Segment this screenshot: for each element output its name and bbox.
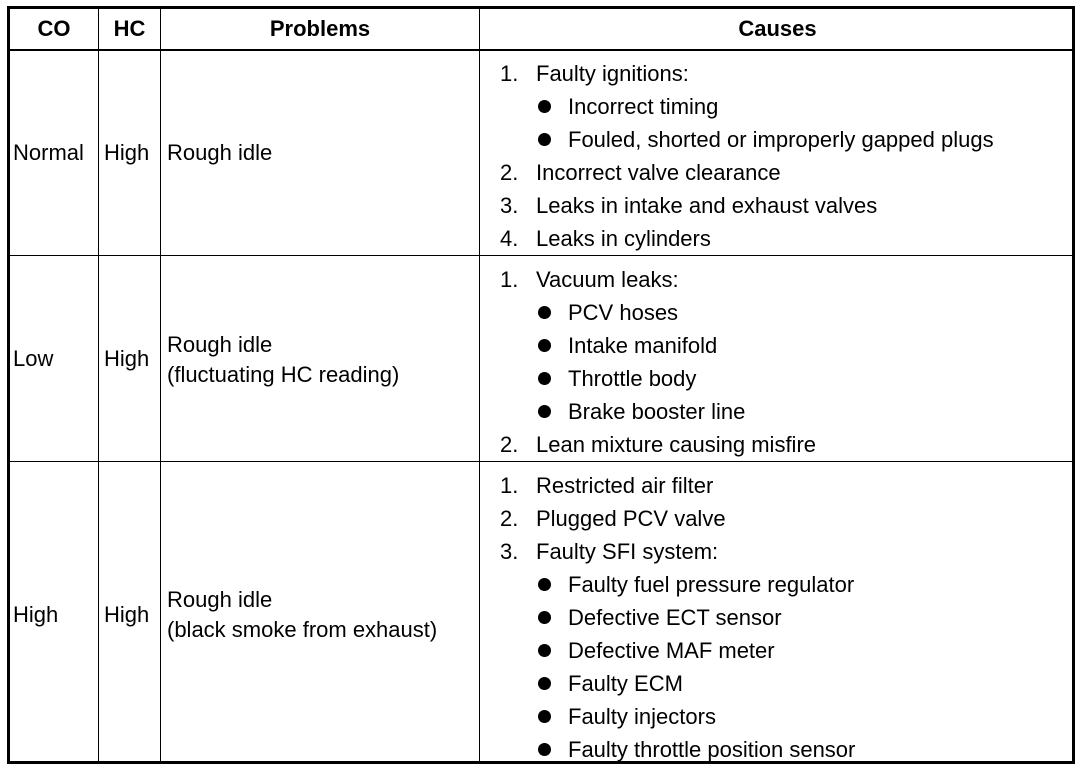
cause-item	[500, 428, 816, 461]
cause-bullet	[538, 700, 855, 733]
cause-number: 3.	[500, 539, 519, 564]
header-causes: Causes	[738, 16, 817, 41]
row-3-co: High	[13, 602, 59, 627]
bullet-icon	[538, 372, 551, 385]
cause-item	[500, 189, 994, 222]
bullet-icon	[538, 133, 551, 146]
bullet-text: Defective MAF meter	[568, 638, 775, 663]
cause-number: 2.	[500, 160, 519, 185]
row-divider	[10, 255, 1072, 256]
header-hc: HC	[113, 16, 146, 41]
bullet-icon	[538, 644, 551, 657]
cause-number: 2.	[500, 506, 519, 531]
row-2-co: Low	[13, 346, 54, 371]
cause-item	[500, 502, 855, 535]
bullet-icon	[538, 710, 551, 723]
cause-item	[500, 222, 994, 255]
row-3-problem-line-2: (black smoke from exhaust)	[167, 617, 438, 642]
bullet-icon	[538, 405, 551, 418]
header-divider	[10, 49, 1072, 51]
bullet-text: Brake booster line	[568, 399, 746, 424]
bullet-text: Faulty throttle position sensor	[568, 737, 856, 762]
cause-number: 3.	[500, 193, 519, 218]
cause-bullet	[538, 733, 855, 766]
bullet-text: Faulty ECM	[568, 671, 683, 696]
cause-number: 1.	[500, 61, 519, 86]
cause-text: Faulty ignitions:	[536, 61, 689, 86]
row-2-problem-line-1: Rough idle	[167, 332, 273, 357]
cause-bullet	[538, 362, 816, 395]
column-divider	[479, 9, 480, 761]
bullet-text: Throttle body	[568, 366, 697, 391]
bullet-text: Faulty injectors	[568, 704, 716, 729]
cause-item	[500, 57, 994, 90]
cause-item	[500, 263, 816, 296]
cause-number: 4.	[500, 226, 519, 251]
cause-text: Vacuum leaks:	[536, 267, 679, 292]
bullet-icon	[538, 578, 551, 591]
cause-text: Leaks in intake and exhaust valves	[536, 193, 878, 218]
cause-item	[500, 469, 855, 502]
cause-text: Lean mixture causing misfire	[536, 432, 817, 457]
cause-bullet	[538, 90, 994, 123]
bullet-text: Incorrect timing	[568, 94, 719, 119]
bullet-icon	[538, 306, 551, 319]
bullet-text: PCV hoses	[568, 300, 679, 325]
row-2-problem-line-2: (fluctuating HC reading)	[167, 362, 400, 387]
cause-number: 1.	[500, 267, 519, 292]
bullet-text: Defective ECT sensor	[568, 605, 782, 630]
bullet-icon	[538, 100, 551, 113]
row-1-causes	[500, 57, 994, 255]
row-1-co: Normal	[13, 140, 84, 165]
header-co: CO	[37, 16, 71, 41]
row-2-causes	[500, 263, 816, 461]
cause-text: Plugged PCV valve	[536, 506, 726, 531]
bullet-icon	[538, 339, 551, 352]
row-3-hc: High	[104, 602, 150, 627]
row-2-hc: High	[104, 346, 150, 371]
cause-item	[500, 535, 855, 568]
bullet-text: Intake manifold	[568, 333, 718, 358]
cause-bullet	[538, 329, 816, 362]
row-3-problem-line-1: Rough idle	[167, 587, 273, 612]
column-divider	[98, 9, 99, 761]
bullet-icon	[538, 677, 551, 690]
cause-text: Faulty SFI system:	[536, 539, 719, 564]
bullet-icon	[538, 611, 551, 624]
bullet-icon	[538, 743, 551, 756]
cause-bullet	[538, 667, 855, 700]
diagnosis-table	[7, 6, 1075, 764]
row-1-hc: High	[104, 140, 150, 165]
cause-text: Restricted air filter	[536, 473, 714, 498]
cause-number: 1.	[500, 473, 519, 498]
row-3-causes	[500, 469, 855, 766]
bullet-text: Faulty fuel pressure regulator	[568, 572, 855, 597]
cause-text: Leaks in cylinders	[536, 226, 711, 251]
cause-bullet	[538, 395, 816, 428]
cause-item	[500, 156, 994, 189]
row-divider	[10, 461, 1072, 462]
bullet-text: Fouled, shorted or improperly gapped plugs	[568, 127, 994, 152]
cause-number: 2.	[500, 432, 519, 457]
cause-text: Incorrect valve clearance	[536, 160, 781, 185]
cause-bullet	[538, 296, 816, 329]
cause-bullet	[538, 601, 855, 634]
cause-bullet	[538, 634, 855, 667]
cause-bullet	[538, 568, 855, 601]
column-divider	[160, 9, 161, 761]
header-problems: Problems	[269, 16, 371, 41]
cause-bullet	[538, 123, 994, 156]
row-1-problem-line-1: Rough idle	[167, 140, 273, 165]
